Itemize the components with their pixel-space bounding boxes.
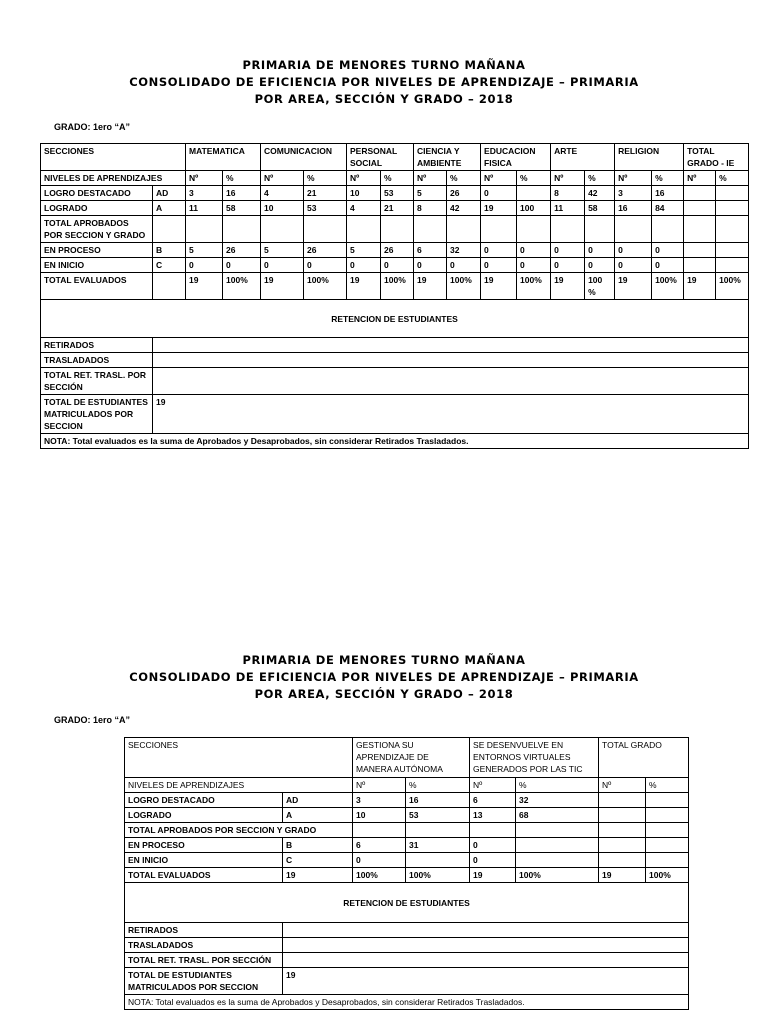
table-cell: 8 (551, 186, 585, 201)
sub-pct: % (223, 171, 261, 186)
table-cell (599, 793, 646, 808)
table-row (125, 853, 689, 868)
table-cell: 21 (381, 201, 414, 216)
table-cell: 19 (261, 273, 304, 300)
row-code: C (153, 258, 186, 273)
table-cell (646, 853, 689, 868)
doc1-title-line-2: CONSOLIDADO DE EFICIENCIA POR NIVELES DE APRENDIZAJE – PRIMARIA (129, 75, 639, 89)
doc1-area: ARTE (551, 144, 615, 171)
table-cell (716, 186, 749, 201)
doc1-title (0, 57, 768, 108)
table-cell: 100% (652, 273, 684, 300)
table-cell (615, 216, 652, 243)
doc1-niveles-label: NIVELES DE APRENDIZAJES (41, 171, 186, 186)
doc2-area: GESTIONA SU APRENDIZAJE DE MANERA AUTÓNOMA (353, 738, 470, 778)
doc2-retirados-value (283, 923, 689, 938)
table-cell: 100% (716, 273, 749, 300)
table-cell: 6 (470, 793, 516, 808)
table-cell (186, 216, 223, 243)
table-cell: 100% (646, 868, 689, 883)
table-cell (684, 186, 716, 201)
table-cell (516, 838, 599, 853)
row-label: EN INICIO (41, 258, 153, 273)
doc2-retencion: RETENCION DE ESTUDIANTES (125, 883, 689, 923)
table-cell: 5 (347, 243, 381, 258)
table-cell: 0 (652, 243, 684, 258)
table-cell (684, 243, 716, 258)
table-cell: 16 (615, 201, 652, 216)
row-label: EN PROCESO (41, 243, 153, 258)
table-cell: 0 (470, 838, 516, 853)
row-label: TOTAL EVALUADOS (41, 273, 153, 300)
table-cell (517, 186, 551, 201)
table-cell: 26 (223, 243, 261, 258)
doc1-area: EDUCACION FISICA (481, 144, 551, 171)
sub-pct: % (716, 171, 749, 186)
sub-n: Nº (186, 171, 223, 186)
row-code: B (153, 243, 186, 258)
doc1-header-row (41, 144, 749, 171)
row-label: LOGRADO (125, 808, 283, 823)
doc1-nota: NOTA: Total evaluados es la suma de Aprobados y Desaprobados, sin considerar Retirados Trasladados. (41, 434, 749, 449)
table-cell: 100 (517, 201, 551, 216)
table-cell: 19 (684, 273, 716, 300)
table-cell (406, 823, 470, 838)
doc2-trasladados-label: TRASLADADOS (125, 938, 283, 953)
doc1-total-ret-value (153, 368, 749, 395)
doc2-title-line-2: CONSOLIDADO DE EFICIENCIA POR NIVELES DE APRENDIZAJE – PRIMARIA (129, 670, 639, 684)
table-cell: 58 (223, 201, 261, 216)
table-cell (646, 838, 689, 853)
table-cell: 19 (615, 273, 652, 300)
doc1-trasladados-value (153, 353, 749, 368)
doc2-matriculados-value: 19 (283, 968, 689, 995)
table-cell: 53 (381, 186, 414, 201)
table-row (41, 201, 749, 216)
table-cell: 26 (304, 243, 347, 258)
table-row (125, 868, 689, 883)
doc1-matriculados-label: TOTAL DE ESTUDIANTES MATRICULADOS POR SECCION (41, 395, 153, 434)
table-cell (599, 838, 646, 853)
table-cell (517, 216, 551, 243)
doc1-retencion: RETENCION DE ESTUDIANTES (41, 300, 749, 338)
table-cell: 11 (186, 201, 223, 216)
doc2-nota: NOTA: Total evaluados es la suma de Aprobados y Desaprobados, sin considerar Retirados Trasladados. (125, 995, 689, 1010)
table-row (41, 258, 749, 273)
doc2-total-ret-value (283, 953, 689, 968)
table-cell: 100% (381, 273, 414, 300)
table-cell: 19 (481, 273, 517, 300)
table-cell: 10 (261, 201, 304, 216)
sub-n: Nº (615, 171, 652, 186)
table-cell: 0 (304, 258, 347, 273)
sub-n: Nº (347, 171, 381, 186)
table-cell (304, 216, 347, 243)
table-cell: 6 (353, 838, 406, 853)
table-cell: 0 (615, 243, 652, 258)
table-cell: 19 (551, 273, 585, 300)
doc2-secciones: SECCIONES (125, 738, 353, 778)
table-cell (716, 201, 749, 216)
sub-n: Nº (481, 171, 517, 186)
table-cell: 0 (414, 258, 447, 273)
row-code: AD (283, 793, 353, 808)
doc2-area: SE DESENVUELVE EN ENTORNOS VIRTUALES GENERADOS POR LAS TIC (470, 738, 599, 778)
table-cell: 0 (381, 258, 414, 273)
table-cell: 100% (223, 273, 261, 300)
table-cell: 5 (186, 243, 223, 258)
doc2-trasladados-row (125, 938, 689, 953)
table-cell (646, 823, 689, 838)
sub-pct: % (447, 171, 481, 186)
table-cell: 6 (414, 243, 447, 258)
doc1-nota-row (41, 434, 749, 449)
table-cell: 0 (517, 258, 551, 273)
table-cell: 0 (347, 258, 381, 273)
table-cell: 53 (304, 201, 347, 216)
sub-n: Nº (261, 171, 304, 186)
table-cell: 19 (470, 868, 516, 883)
doc2-retencion-row (125, 883, 689, 923)
sub-pct: % (646, 778, 689, 793)
table-cell: 3 (186, 186, 223, 201)
table-cell (684, 216, 716, 243)
doc2-total-ret-row (125, 953, 689, 968)
table-cell: 0 (186, 258, 223, 273)
doc1-retencion-row (41, 300, 749, 338)
table-cell: 19 (414, 273, 447, 300)
row-label: LOGRO DESTACADO (125, 793, 283, 808)
table-cell: 19 (599, 868, 646, 883)
table-cell: 0 (481, 258, 517, 273)
row-label: EN PROCESO (125, 838, 283, 853)
sub-n: Nº (470, 778, 516, 793)
doc1-trasladados-row (41, 353, 749, 368)
row-code (153, 273, 186, 300)
doc1-matriculados-value: 19 (153, 395, 749, 434)
table-cell: 16 (406, 793, 470, 808)
doc1-area: MATEMATICA (186, 144, 261, 171)
table-cell: 10 (353, 808, 406, 823)
table-cell: 100% (406, 868, 470, 883)
table-cell: 0 (652, 258, 684, 273)
sub-n: Nº (684, 171, 716, 186)
doc1-subheader-row (41, 171, 749, 186)
sub-n: Nº (414, 171, 447, 186)
doc1-title-line-1: PRIMARIA DE MENORES TURNO MAÑANA (242, 58, 526, 72)
table-row (125, 838, 689, 853)
doc2-title-line-3: POR AREA, SECCIÓN Y GRADO – 2018 (254, 687, 514, 701)
doc1-area: CIENCIA Y AMBIENTE (414, 144, 481, 171)
table-cell: 31 (406, 838, 470, 853)
table-cell: 5 (261, 243, 304, 258)
row-code: A (153, 201, 186, 216)
table-cell: 19 (186, 273, 223, 300)
row-label: TOTAL APROBADOS POR SECCION Y GRADO (41, 216, 153, 243)
doc2-total-ret-label: TOTAL RET. TRASL. POR SECCIÓN (125, 953, 283, 968)
table-cell: 0 (585, 243, 615, 258)
table-row (41, 243, 749, 258)
doc2-area: TOTAL GRADO (599, 738, 689, 778)
table-cell (414, 216, 447, 243)
table-cell: 0 (551, 258, 585, 273)
doc1-secciones: SECCIONES (41, 144, 186, 171)
doc1-table (40, 143, 749, 449)
row-label: TOTAL EVALUADOS (125, 868, 283, 883)
table-cell (716, 216, 749, 243)
table-cell: 42 (585, 186, 615, 201)
table-row (41, 216, 749, 243)
table-cell: 0 (261, 258, 304, 273)
table-cell: 3 (615, 186, 652, 201)
row-code: A (283, 808, 353, 823)
table-cell: 8 (414, 201, 447, 216)
doc2-matriculados-row (125, 968, 689, 995)
table-cell: 11 (551, 201, 585, 216)
table-cell (347, 216, 381, 243)
table-cell (447, 216, 481, 243)
table-cell (353, 823, 406, 838)
table-cell (646, 793, 689, 808)
table-cell: 0 (585, 258, 615, 273)
doc1-area: PERSONAL SOCIAL (347, 144, 414, 171)
doc2-nota-row (125, 995, 689, 1010)
table-cell (406, 853, 470, 868)
table-cell: 26 (381, 243, 414, 258)
sub-n: Nº (599, 778, 646, 793)
table-cell (652, 216, 684, 243)
table-cell: 100 % (585, 273, 615, 300)
table-cell: 0 (447, 258, 481, 273)
table-cell: 26 (447, 186, 481, 201)
doc2-header-row (125, 738, 689, 778)
doc1-matriculados-row (41, 395, 749, 434)
sub-pct: % (516, 778, 599, 793)
row-code: B (283, 838, 353, 853)
doc2-title-line-1: PRIMARIA DE MENORES TURNO MAÑANA (242, 653, 526, 667)
doc1-retirados-label: RETIRADOS (41, 338, 153, 353)
doc2-matriculados-label: TOTAL DE ESTUDIANTES MATRICULADOS POR SECCION (125, 968, 283, 995)
doc1-total-ret-label: TOTAL RET. TRASL. POR SECCIÓN (41, 368, 153, 395)
table-cell: 0 (551, 243, 585, 258)
table-cell: 32 (516, 793, 599, 808)
table-cell: 32 (447, 243, 481, 258)
table-cell: 53 (406, 808, 470, 823)
doc1-title-line-3: POR AREA, SECCIÓN Y GRADO – 2018 (254, 92, 514, 106)
table-cell: 0 (517, 243, 551, 258)
table-cell: 16 (223, 186, 261, 201)
sub-n: Nº (551, 171, 585, 186)
table-cell (516, 853, 599, 868)
table-cell: 19 (481, 201, 517, 216)
table-cell: 0 (615, 258, 652, 273)
table-cell: 42 (447, 201, 481, 216)
row-label: LOGRO DESTACADO (41, 186, 153, 201)
doc2-retirados-label: RETIRADOS (125, 923, 283, 938)
row-label: TOTAL APROBADOS POR SECCION Y GRADO (125, 823, 353, 838)
table-cell (381, 216, 414, 243)
doc2-niveles-label: NIVELES DE APRENDIZAJES (125, 778, 353, 793)
table-cell: 84 (652, 201, 684, 216)
table-cell: 68 (516, 808, 599, 823)
table-cell (261, 216, 304, 243)
doc1-total-ret-row (41, 368, 749, 395)
doc1-grado: GRADO: 1ero “A” (54, 122, 131, 132)
table-cell (716, 258, 749, 273)
table-cell: 4 (347, 201, 381, 216)
table-row (125, 808, 689, 823)
doc1-trasladados-label: TRASLADADOS (41, 353, 153, 368)
doc2-grado: GRADO: 1ero “A” (54, 715, 131, 725)
row-code (153, 216, 186, 243)
doc1-area: COMUNICACION (261, 144, 347, 171)
sub-n: Nº (353, 778, 406, 793)
table-cell: 100% (304, 273, 347, 300)
doc2-subheader-row (125, 778, 689, 793)
row-code: C (283, 853, 353, 868)
table-row (41, 186, 749, 201)
table-cell: 13 (470, 808, 516, 823)
table-cell: 0 (353, 853, 406, 868)
sub-pct: % (406, 778, 470, 793)
sub-pct: % (381, 171, 414, 186)
doc2-table (124, 737, 689, 1010)
row-label: EN INICIO (125, 853, 283, 868)
table-cell (585, 216, 615, 243)
table-cell: 100% (353, 868, 406, 883)
table-row (125, 793, 689, 808)
table-cell: 10 (347, 186, 381, 201)
table-cell: 21 (304, 186, 347, 201)
doc1-area: RELIGION (615, 144, 684, 171)
table-cell (684, 258, 716, 273)
table-cell: 58 (585, 201, 615, 216)
doc1-retirados-value (153, 338, 749, 353)
table-row (41, 273, 749, 300)
doc2-title (0, 652, 768, 703)
sub-pct: % (585, 171, 615, 186)
doc2-trasladados-value (283, 938, 689, 953)
table-cell: 100% (517, 273, 551, 300)
table-cell (481, 216, 517, 243)
table-cell: 100% (516, 868, 599, 883)
table-cell: 100% (447, 273, 481, 300)
table-cell: 16 (652, 186, 684, 201)
table-cell: 0 (223, 258, 261, 273)
table-cell: 0 (481, 243, 517, 258)
table-cell (599, 808, 646, 823)
sub-pct: % (304, 171, 347, 186)
table-cell: 0 (470, 853, 516, 868)
table-row (125, 823, 689, 838)
table-cell (646, 808, 689, 823)
table-cell: 0 (481, 186, 517, 201)
table-cell (599, 823, 646, 838)
doc1-retirados-row (41, 338, 749, 353)
row-code: 19 (283, 868, 353, 883)
sub-pct: % (517, 171, 551, 186)
row-label: LOGRADO (41, 201, 153, 216)
doc2-retirados-row (125, 923, 689, 938)
table-cell (599, 853, 646, 868)
table-cell (223, 216, 261, 243)
table-cell: 5 (414, 186, 447, 201)
table-cell: 19 (347, 273, 381, 300)
table-cell (470, 823, 516, 838)
row-code: AD (153, 186, 186, 201)
table-cell: 3 (353, 793, 406, 808)
table-cell: 4 (261, 186, 304, 201)
table-cell (551, 216, 585, 243)
table-cell (684, 201, 716, 216)
doc1-area: TOTAL GRADO - IE (684, 144, 749, 171)
table-cell (516, 823, 599, 838)
table-cell (716, 243, 749, 258)
sub-pct: % (652, 171, 684, 186)
